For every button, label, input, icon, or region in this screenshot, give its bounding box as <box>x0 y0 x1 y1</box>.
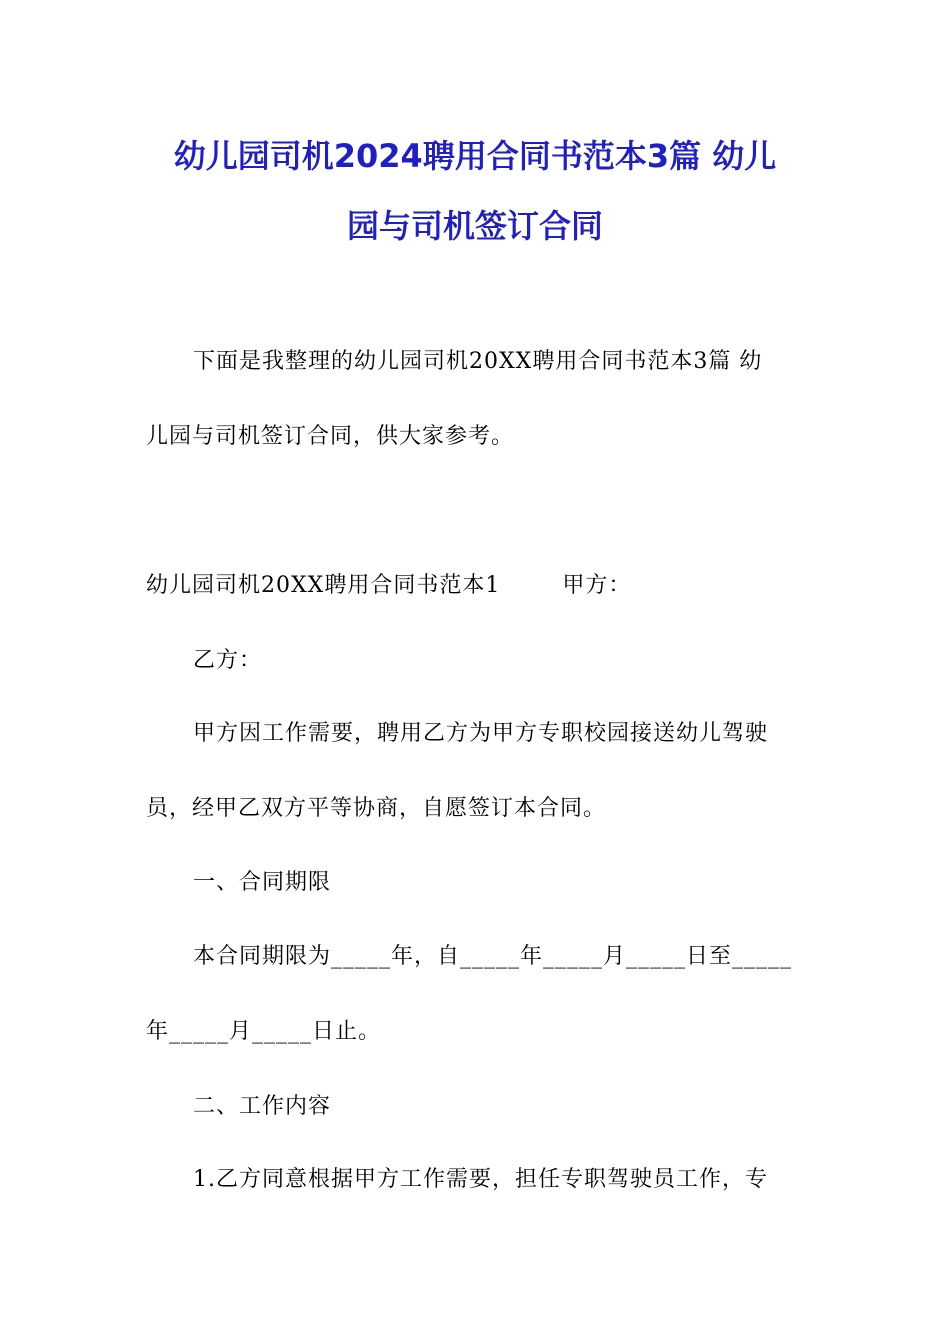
clause-2-heading: 二、工作内容 <box>193 1094 332 1119</box>
document-title-line-2: 园与司机签订合同 <box>346 207 603 245</box>
intro-paragraph-line-2: 儿园与司机签订合同，供大家参考。 <box>146 424 515 449</box>
party-a-label: 甲方： <box>562 573 632 598</box>
document-title-line-1: 幼儿园司机2024聘用合同书范本3篇 幼儿 <box>173 137 777 175</box>
clause-1-line-1: 本合同期限为_____年，自_____年_____月_____日至_____ <box>193 944 793 969</box>
section-heading-row <box>146 573 806 599</box>
clause-2-item-1-line-1: 1.乙方同意根据甲方工作需要，担任专职驾驶员工作，专 <box>193 1167 768 1192</box>
intro-paragraph-line-1: 下面是我整理的幼儿园司机20XX聘用合同书范本3篇 幼 <box>193 349 763 374</box>
party-b-label: 乙方： <box>193 648 263 673</box>
clause-1-heading: 一、合同期限 <box>193 870 332 895</box>
section-heading: 幼儿园司机20XX聘用合同书范本1 <box>146 573 501 598</box>
clause-1-line-2: 年_____月_____日止。 <box>146 1019 382 1044</box>
paragraph-1-line-2: 员，经甲乙双方平等协商，自愿签订本合同。 <box>146 796 607 821</box>
paragraph-1-line-1: 甲方因工作需要，聘用乙方为甲方专职校园接送幼儿驾驶 <box>193 721 769 746</box>
